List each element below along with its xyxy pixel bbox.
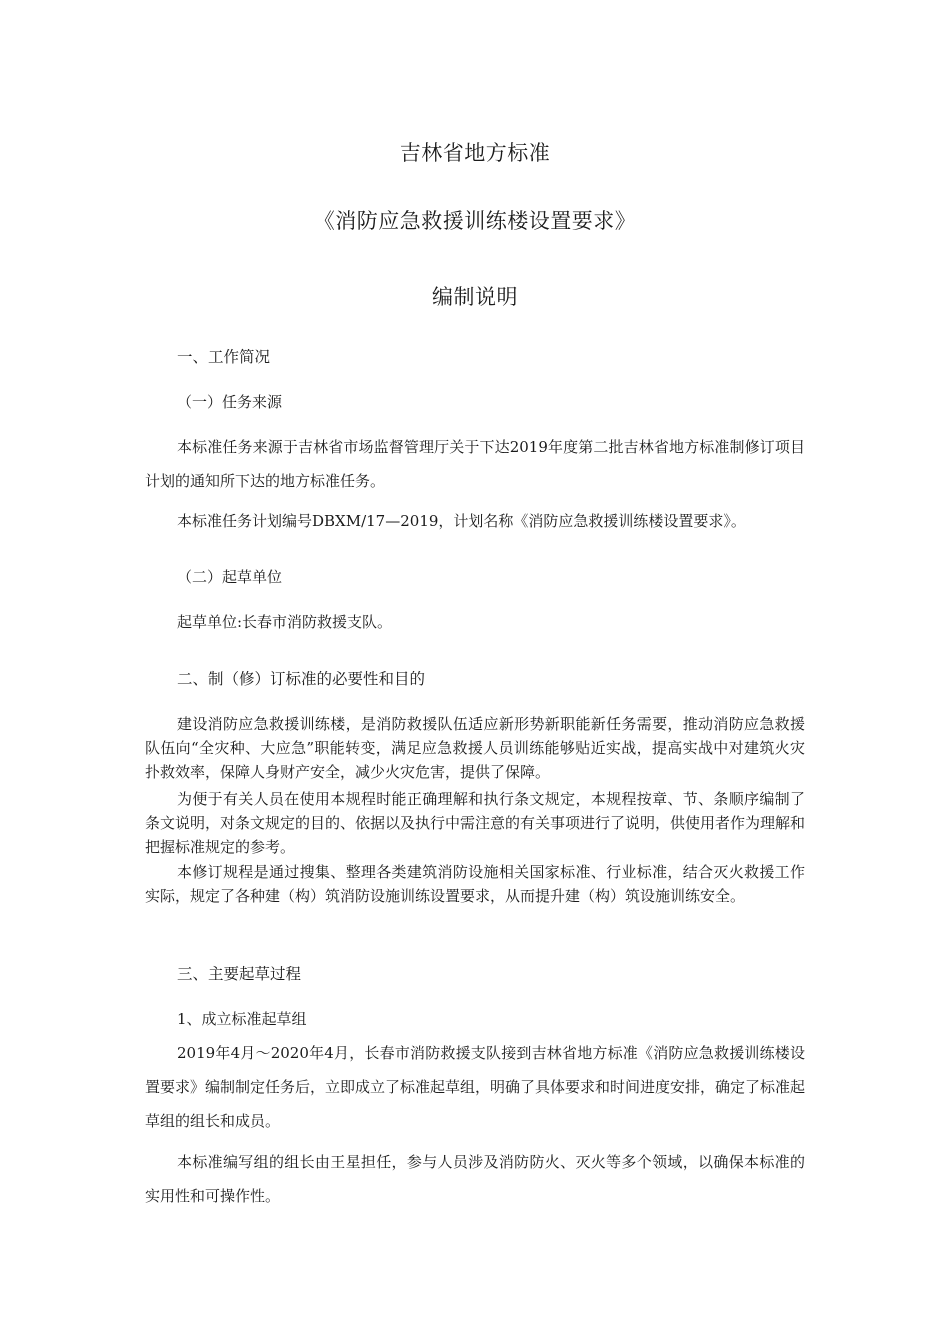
section1-sub1-para1: 本标准任务来源于吉林省市场监督管理厅关于下达2019年度第二批吉林省地方标准制修订项目计划的通知所下达的地方标准任务。 — [145, 438, 805, 490]
section2-para2: 为便于有关人员在使用本规程时能正确理解和执行条文规定，本规程按章、节、条顺序编制了条文说明，对条文规定的目的、依据以及执行中需注意的有关事项进行了说明，供使用者作为理解和把握标准规定的参考。 — [145, 790, 806, 856]
section1-sub2-para1: 起草单位:长春市消防救援支队。 — [177, 613, 393, 631]
section2-heading: 二、制（修）订标准的必要性和目的 — [177, 670, 426, 688]
section1-sub1-para2: 本标准任务计划编号DBXM/17—2019，计划名称《消防应急救援训练楼设置要求》。 — [177, 512, 746, 530]
section2-para1: 建设消防应急救援训练楼，是消防救援队伍适应新形势新职能新任务需要，推动消防应急救援队伍向“全灾种、大应急”职能转变，满足应急救援人员训练能够贴近实战，提高实战中对建筑火灾扑救效率，保障人身财产安全，减少火灾危害，提供了保障。 — [145, 715, 805, 781]
section3-sub1-heading: 1、成立标准起草组 — [177, 1010, 307, 1028]
section3-sub1-para1: 2019年4月～2020年4月，长春市消防救援支队接到吉林省地方标准《消防应急救援训练楼设置要求》编制制定任务后，立即成立了标准起草组，明确了具体要求和时间进度安排，确定了标准起草组的组长和成员。 — [145, 1044, 806, 1130]
doc-title-line3: 编制说明 — [432, 285, 518, 309]
section2-para3: 本修订规程是通过搜集、整理各类建筑消防设施相关国家标准、行业标准，结合灭火救援工作实际，规定了各种建（构）筑消防设施训练设置要求，从而提升建（构）筑设施训练安全。 — [145, 863, 805, 905]
section1-sub2-heading: （二）起草单位 — [177, 568, 283, 586]
section3-heading: 三、主要起草过程 — [177, 965, 302, 983]
section1-heading: 一、工作简况 — [177, 348, 271, 366]
section3-sub1-para2: 本标准编写组的组长由王星担任，参与人员涉及消防防火、灭火等多个领域，以确保本标准的实用性和可操作性。 — [145, 1153, 805, 1205]
doc-title-line1: 吉林省地方标准 — [399, 141, 551, 165]
doc-title-line2: 《消防应急救援训练楼设置要求》 — [313, 209, 637, 233]
section1-sub1-heading: （一）任务来源 — [177, 393, 283, 411]
